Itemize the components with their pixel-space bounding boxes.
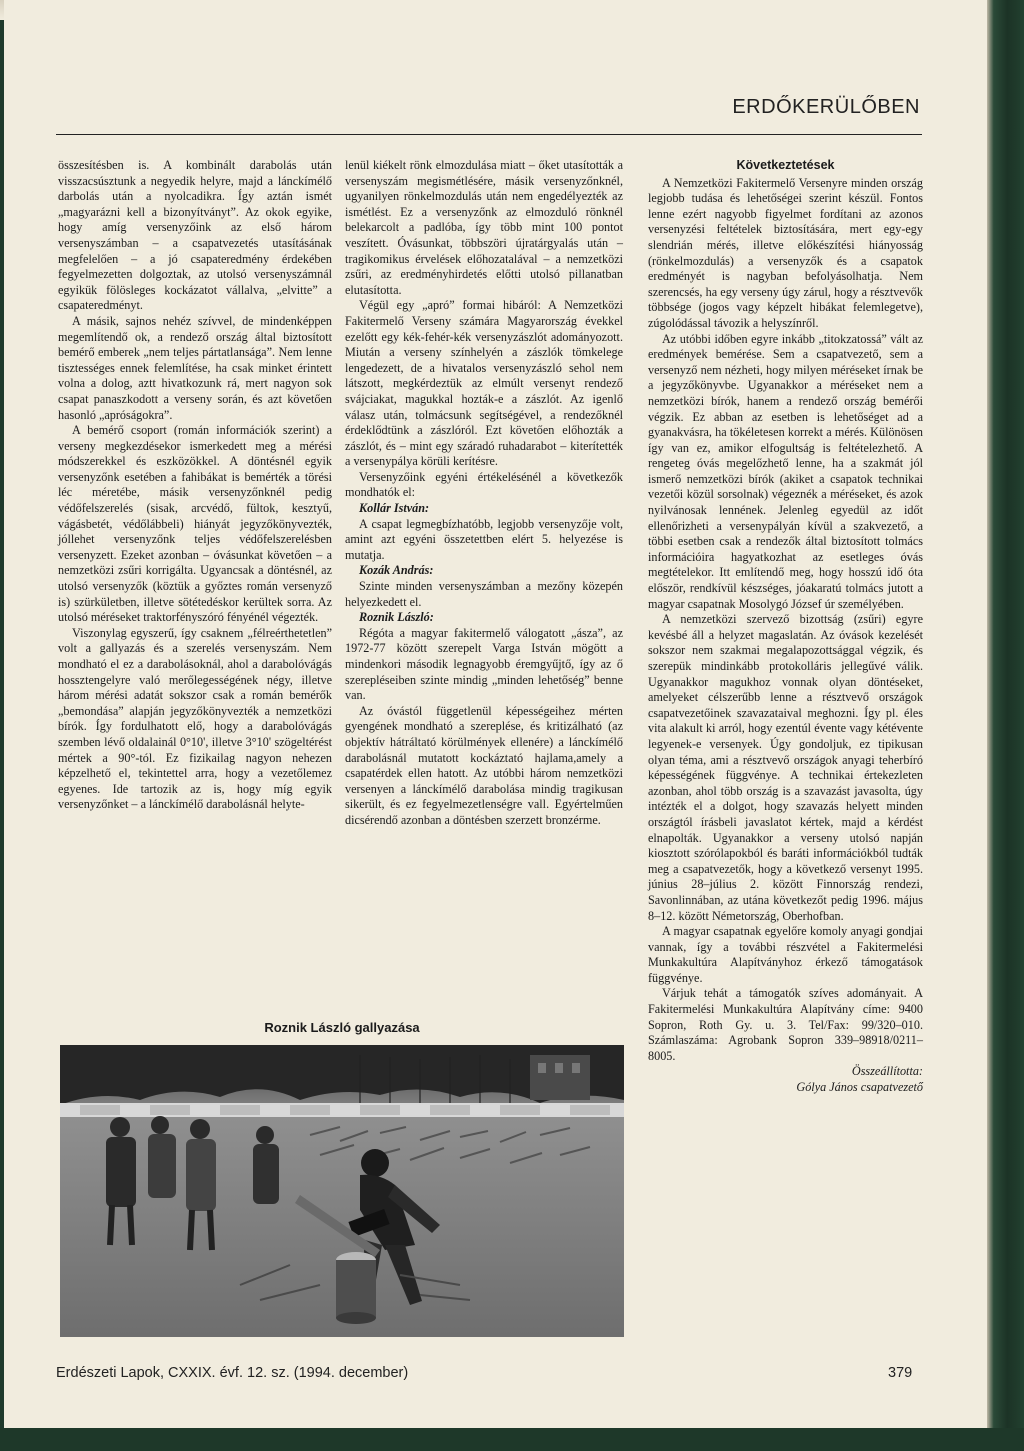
- paragraph: A magyar csapatnak egyelőre komoly anyagi gondjai vannak, így a további részvétel a Fakitermelési Munkakultúra Alapítványhoz érkező támogatások függvénye.: [648, 924, 923, 985]
- author-signature: Gólya János csapatvezető: [796, 1080, 923, 1095]
- paragraph: Viszonylag egyszerű, így csaknem „félreérthetetlen” volt a gallyazás és a szerelés versenyszám. Nem mondható el ez a darabolásoknál, ahol a darabolóvágás hossztengelyre való merőlegességének négy, illetve három mérési adatát sokszor csak a román bemérők „bemondása” alapján jegyzőkönyvezték a nemzetközi bírók. Így fordulhatott elő, hogy a darabolóvágás szemben lévő oldalainál 0°10', illetve 3°10' szögeltérést mértek a 90°-tól. Ez fizikailag nagyon nehezen képzelhető el, tekintettel arra, hogy a vezetőlemez egyenes. Ide tartozik az is, hogy míg egyik versenyzőnket – a lánckímélő darabolásnál helyte-: [58, 625, 332, 812]
- paragraph: A nemzetközi szervező bizottság (zsűri) egyre kevésbé áll a helyzet magaslatán. Az óvások kezelését sokszor nem szakmai megalapozottsággal végzik, és szerepük mindinkább protokolláris jellegűvé válik. Ugyanakkor magukhoz vonnak olyan döntéseket, amelyeket célszerűbb lenne a résztvevő országok csapatvezetőinek szavazataival meghozni. Így pl. éles vita alakult ki arról, hogy ezentúl évente vagy kétévente legyenek-e versenyek. Úgy gondoljuk, ez tipikusan olyan téma, ami a résztvevő országok anyagi teherbíró képességének függvénye. A technikai értekezleten azonban, ahol több ország is a szavazást javasolta, úgy intézték el a dolgot, hogy szavazás helyett minden országtól írásbeli javaslatot kértek, majd a kérdést elnapolták. Ugyanakkor a verseny utolsó napján kiosztott szórólapokból és baráti információkból tudták meg a csapatvezetők, hogy a következő versenyt 1995. június 28–július 2. között Finnország rendezi, Savonlinnában, az utána következőt pedig 1996. május 8–12. között Németország, Oberhofban.: [648, 612, 923, 923]
- book-binding: [987, 0, 1024, 1451]
- text-column-3: [648, 158, 923, 1096]
- competitor-name: Kollár István:: [359, 501, 430, 516]
- paragraph: Az utóbbi időben egyre inkább „titokzatossá” vált az eredmények bemérése. Sem a csapatvezető, sem a versenyző nem nézheti, hogy milyen méréseket írnak be a jegyzőkönyvbe. Ugyanakkor a méréseket nem a nemzetközi bírók, hanem a rendező ország bemérői végzik. Ez abban az esetben is lehetőséget ad a gyanakvásra, ha tökéletesen korrekt a mérés. Különösen így van ez, amikor elfogultság is feltételezhető. A rengeteg óvás megelőzhető lenne, ha a szakmát jól ismerő nemzetközi bírók (akiket a csapatok technikai vezetői közül sorsolnak) végeznék a méréseket, és azok nyilvánosak lennének. Jelenleg egyedül az időt ellenőrizheti a versenypályán kívül a szakvezető, a többi esetben csak a rendezők által biztosított tolmács információira hagyatkozhat az esetleges óvás megtételekor. Itt említendő meg, hogy hosszú idő óta először, rendkívül készséges, jóakaratú tolmács jutott a magyar csapatnak Mosolygó József úr személyében.: [648, 331, 923, 611]
- competition-photo: [60, 1045, 624, 1337]
- paragraph: lenül kiékelt rönk elmozdulása miatt – őket utasították a versenyszám megismétlésére, másik versenyzőnknél, ugyanilyen rönkelmozdulás után nem engedélyezték az ismétlést. Ez a versenyzőnk az elmozduló rönknél belekarcolt a padlóba, így több mint 100 pontot veszített. Óvásunkat, többszöri újratárgyalás után – tragikomikus érvelések előhozatalával – a nemzetközi zsűri, az eredményhirdetés előtti utolsó pillanatban elutasította.: [345, 158, 623, 297]
- paragraph: Régóta a magyar fakitermelő válogatott „ásza”, az 1972-77 között szerepelt Varga István mögött a mindenkori második legnagyobb éremgyűjtő, így az ő szerepléseiben szinte mindig „minden lehetőség” benne van.: [345, 625, 623, 703]
- text-column-2: [345, 158, 623, 829]
- paragraph: Az óvástól függetlenül képességeihez mérten gyengének mondható a szereplése, és kritizálható (az objektív hátráltató körülmények ellenére) a lánckímélő darabolásnál mutatott kockáztató hajlama,amely a csapatérdek ellen hatott. Az utóbbi három nemzetközi versenyen a lánckímélő darabolása mindig tragikusan sikerült, és ez fegyelmezetlenségre vall. Egyértelműen dicsérendő azonban a döntésben szerzett bronzérme.: [345, 703, 623, 827]
- text-column-1: [58, 158, 332, 813]
- paragraph: összesítésben is. A kombinált darabolás után visszacsúsztunk a negyedik helyre, majd a lánckímélő darbolás után a nyolcadikra. Így aztán ismét „magyarázni kell a bizonyítványt”. Az okok egyike, hogy amíg versenyzőink az első három versenyszámban – a csapatvezetés utasításának megfelelően – a jó csapateredmény érdekében fegyelmezetten dolgoztak, az utolsó versenyszámnál egyikük fölösleges kockázatot vállalva, „elvitte” a csapateredményt.: [58, 158, 332, 313]
- paragraph: A csapat legmegbízhatóbb, legjobb versenyzője volt, amint azt egyéni összetettben elért 5. helyezése is mutatja.: [345, 516, 623, 562]
- section-title: ERDŐKERÜLŐBEN: [732, 96, 920, 118]
- competitor-name: Roznik László:: [359, 610, 434, 625]
- paragraph: Végül egy „apró” formai hibáról: A Nemzetközi Fakitermelő Verseny számára Magyarország évekkel ezelőtt egy kék-fehér-kék versenyzászlót adományozott. Miután a verseny színhelyén a zászlók tömkelege lengedezett, de a hivatalos versenyzászló sehol nem látszott, megkérdeztük az elmúlt versenyt rendező svájciakat, magukkal hozták-e a zászlót. Az igenlő válasz után, tolmácsunk segítségével, a rendezőknél érdeklődtünk a zászlóról. Ezt követően előhozták a zászlót, és – mint egy száradó ruhadarabot – kiterítették a versenypálya körüli kerítésre.: [345, 298, 623, 469]
- paragraph: A másik, sajnos nehéz szívvel, de mindenképpen megemlítendő ok, a rendező ország által biztosított bemérő emberek „nem teljes pártatlansága”. Nem lenne tisztességes ennek felemlítése, ha csak minket érintett volna a dolog, aztt hivatkozunk rá, mert nagyon sok csapat panaszkodott a verseny során, és azt követően hasonló „apróságokra”.: [58, 313, 332, 422]
- page-number: 379: [888, 1365, 913, 1381]
- competitor-name: Kozák András:: [359, 563, 434, 578]
- paragraph: A Nemzetközi Fakitermelő Versenyre minden ország legjobb tudása és lehetőségei szerint készül. Fontos lenne ezért nagyobb figyelmet fordítani az azonos versenyzési feltételek biztosítására, mert egy-egy slendrián mérés, illetve előkészítési hiányosság (rönkelmozdulás) a versenyzők és a csapatok eredményét is nagyban befolyásolhatja. Nem szerencsés, ha egy verseny úgy zárul, hogy a résztvevők többsége (jogos vagy képzelt hibákat felemlegetve), zúgolódással távozik a helyszínről.: [648, 175, 923, 330]
- compiled-by-label: Összeállította:: [851, 1064, 923, 1079]
- paragraph: Szinte minden versenyszámban a mezőny közepén helyezkedett el.: [345, 579, 623, 609]
- paragraph: A bemérő csoport (román információk szerint) a verseny megkezdésekor ismerkedett meg a mérési módszerekkel és eszközökkel. A döntésnél egyik versenyzőnk esetében a fahibákat is bemérték a törési léc méretébe, másik versenyzőnknél pedig védőfelszerelés (sisak, arcvédő, fültok, kesztyű, vágásbetét, védőlábbeli) hiányát jegyzőkönyvezték, jóllehet versenyzőnk teljes védőfelszerelésben versenyzett. Ezeket azonban – óvásunkat követően – a nemzetközi zsűri korrigálta. Ugyancsak a döntésnél, az utolsó versenyzők (köztük a győztes román versenyző is) szürkületben, illetve sötétedéskor kerültek sorra. Az utolsó méréseket traktorfényszóró fényénél végezték.: [58, 423, 332, 625]
- paragraph: Versenyzőink egyéni értékelésénél a következők mondhatók el:: [345, 469, 623, 500]
- bottom-edge: [0, 1428, 1024, 1451]
- page-header: [56, 94, 922, 135]
- conclusions-heading: Következtetések: [736, 158, 835, 172]
- paragraph: Várjuk tehát a támogatók szíves adományait. A Fakitermelési Munkakultúra Alapítvány címe: 9400 Sopron, Roth Gy. u. 3. Tel/Fax: 99/320–010. Számlaszáma: Agrobank Sopron 339–98918/0211–8005.: [648, 986, 923, 1063]
- journal-info: Erdészeti Lapok, CXXIX. évf. 12. sz. (1994. december): [56, 1365, 409, 1381]
- photo-caption: Roznik László gallyazása: [264, 1020, 420, 1035]
